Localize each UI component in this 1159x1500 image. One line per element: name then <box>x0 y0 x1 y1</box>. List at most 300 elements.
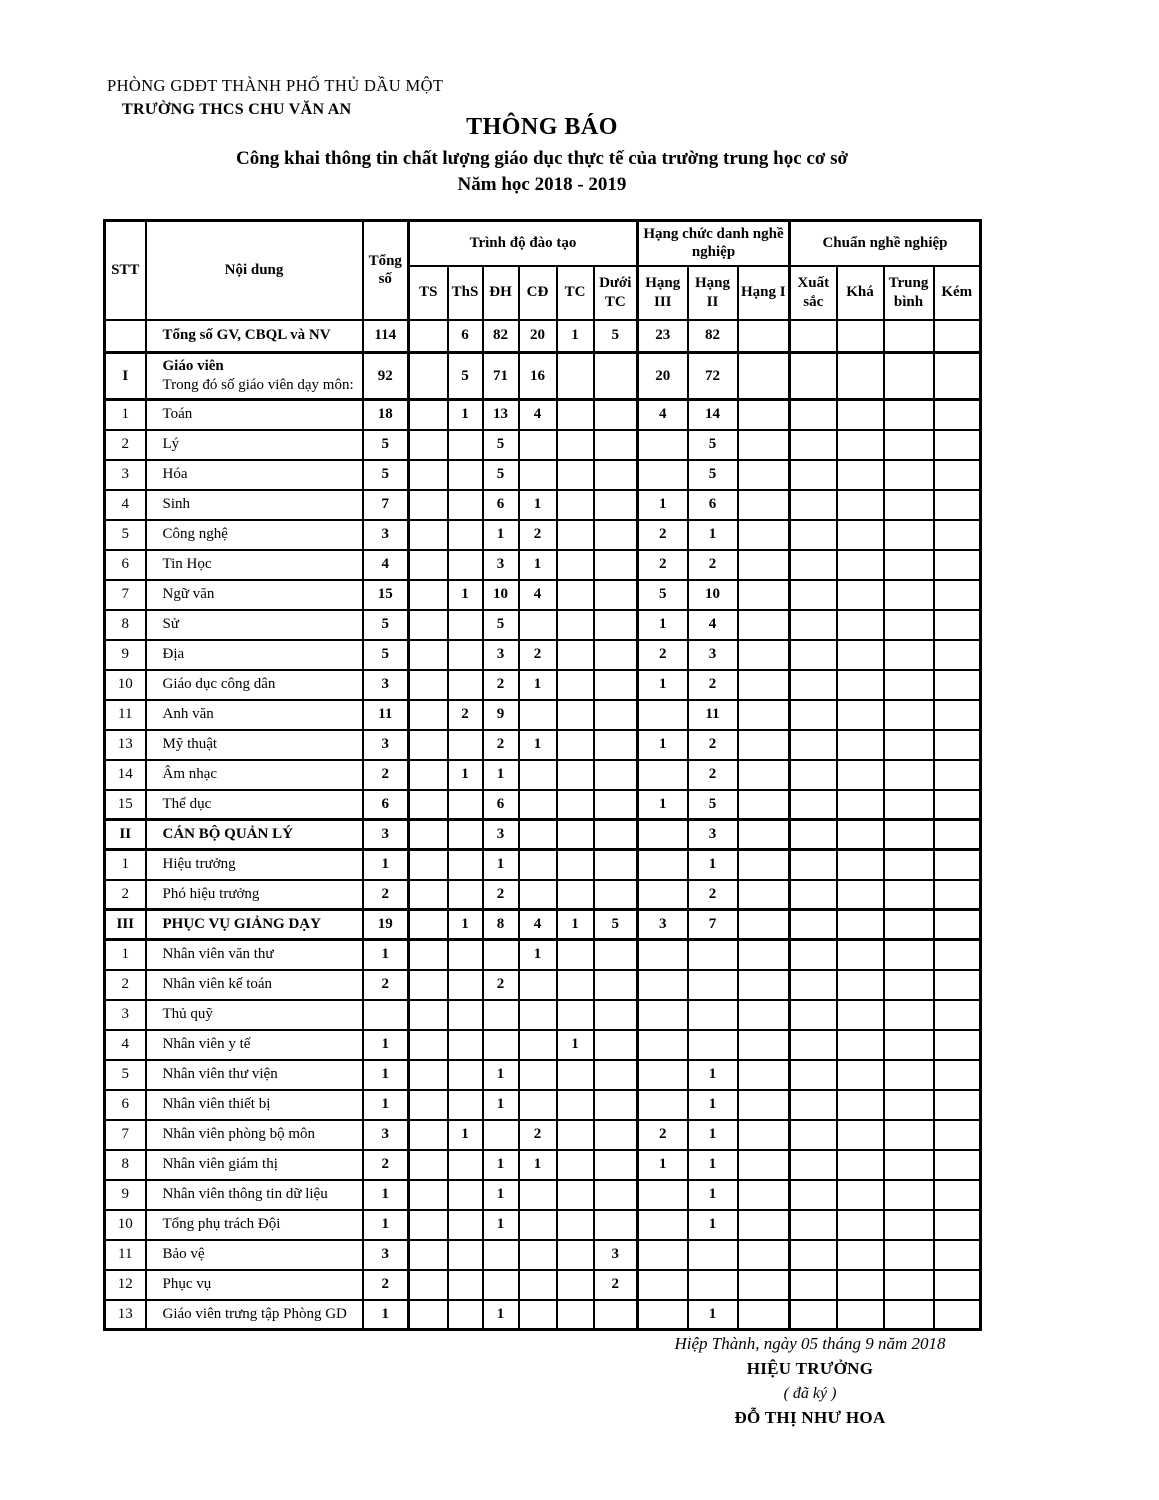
cell-hang-i <box>738 850 790 880</box>
cell-tc <box>557 880 594 910</box>
row-label: Nhân viên giám thị <box>162 1156 278 1173</box>
cell-kha <box>837 700 884 730</box>
cell-kha <box>837 850 884 880</box>
cell-stt: 7 <box>105 1120 146 1150</box>
cell-ths <box>448 1240 483 1270</box>
cell-ths: 1 <box>448 910 483 940</box>
table-row <box>105 1270 981 1300</box>
table-row <box>105 880 981 910</box>
cell-kha <box>837 970 884 1000</box>
cell-kha <box>837 1150 884 1180</box>
cell-ts <box>409 460 448 490</box>
cell-duoi-tc <box>594 850 638 880</box>
cell-hang-ii <box>688 940 738 970</box>
cell-ts <box>409 353 448 400</box>
cell-duoi-tc <box>594 670 638 700</box>
cell-cd <box>519 1180 557 1210</box>
cell-trung-binh <box>884 1150 934 1180</box>
cell-tong-so: 3 <box>363 730 409 760</box>
cell-hang-iii: 1 <box>638 670 688 700</box>
cell-hang-iii <box>638 820 688 850</box>
cell-dh <box>483 1000 519 1030</box>
cell-hang-iii: 20 <box>638 353 688 400</box>
cell-kem <box>934 1030 981 1060</box>
table-row <box>105 520 981 550</box>
cell-noi-dung <box>146 1030 363 1060</box>
cell-hang-iii: 5 <box>638 580 688 610</box>
cell-tc <box>557 940 594 970</box>
cell-duoi-tc <box>594 353 638 400</box>
cell-hang-iii <box>638 940 688 970</box>
table-row <box>105 580 981 610</box>
cell-trung-binh <box>884 820 934 850</box>
cell-dh: 6 <box>483 490 519 520</box>
cell-ts <box>409 820 448 850</box>
cell-ts <box>409 1270 448 1300</box>
cell-dh <box>483 1030 519 1060</box>
cell-tc <box>557 550 594 580</box>
row-label: Địa <box>162 646 185 663</box>
cell-stt: 12 <box>105 1270 146 1300</box>
cell-xuat-sac <box>790 320 837 353</box>
cell-noi-dung <box>146 760 363 790</box>
cell-kem <box>934 910 981 940</box>
cell-tc <box>557 1270 594 1300</box>
cell-duoi-tc <box>594 790 638 820</box>
cell-hang-ii: 1 <box>688 1180 738 1210</box>
cell-hang-iii <box>638 1030 688 1060</box>
cell-cd <box>519 1210 557 1240</box>
cell-cd: 2 <box>519 640 557 670</box>
row-label: Âm nhạc <box>162 766 218 783</box>
col-header-hang-ii: Hạng II <box>688 266 738 320</box>
cell-noi-dung <box>146 520 363 550</box>
cell-trung-binh <box>884 400 934 430</box>
cell-tong-so: 5 <box>363 640 409 670</box>
cell-hang-ii <box>688 1240 738 1270</box>
cell-xuat-sac <box>790 670 837 700</box>
quality-table <box>103 219 982 1331</box>
cell-cd: 20 <box>519 320 557 353</box>
cell-hang-ii: 6 <box>688 490 738 520</box>
cell-trung-binh <box>884 1210 934 1240</box>
cell-stt: 2 <box>105 880 146 910</box>
cell-xuat-sac <box>790 1120 837 1150</box>
cell-kha <box>837 730 884 760</box>
cell-ths: 1 <box>448 580 483 610</box>
cell-stt: 3 <box>105 1000 146 1030</box>
cell-noi-dung <box>146 940 363 970</box>
cell-trung-binh <box>884 1270 934 1300</box>
signature-role: HIỆU TRƯỞNG <box>746 1359 874 1378</box>
table-row <box>105 1300 981 1330</box>
cell-tong-so: 2 <box>363 1150 409 1180</box>
cell-ts <box>409 1300 448 1330</box>
cell-kem <box>934 320 981 353</box>
cell-hang-iii <box>638 970 688 1000</box>
cell-tc <box>557 353 594 400</box>
cell-tc: 1 <box>557 320 594 353</box>
cell-hang-ii: 1 <box>688 1060 738 1090</box>
signature-place-date: Hiệp Thành, ngày 05 tháng 9 năm 2018 <box>674 1334 946 1353</box>
cell-tc <box>557 790 594 820</box>
cell-kha <box>837 1210 884 1240</box>
cell-duoi-tc <box>594 610 638 640</box>
cell-kem <box>934 820 981 850</box>
cell-hang-i <box>738 1030 790 1060</box>
cell-dh: 1 <box>483 1180 519 1210</box>
cell-noi-dung <box>146 460 363 490</box>
cell-hang-i <box>738 1210 790 1240</box>
table-row <box>105 940 981 970</box>
cell-kem <box>934 520 981 550</box>
cell-kem <box>934 1060 981 1090</box>
cell-dh: 2 <box>483 880 519 910</box>
cell-kem <box>934 610 981 640</box>
cell-cd: 2 <box>519 1120 557 1150</box>
cell-hang-i <box>738 910 790 940</box>
row-label: Nhân viên thông tin dữ liệu <box>162 1186 328 1203</box>
cell-ts <box>409 760 448 790</box>
page-subtitle: Công khai thông tin chất lượng giáo dục thực tế của trường trung học cơ sở <box>235 148 849 169</box>
cell-trung-binh <box>884 320 934 353</box>
cell-noi-dung <box>146 1000 363 1030</box>
cell-cd <box>519 460 557 490</box>
cell-cd <box>519 610 557 640</box>
cell-hang-i <box>738 1150 790 1180</box>
cell-duoi-tc <box>594 1210 638 1240</box>
cell-kha <box>837 880 884 910</box>
cell-ts <box>409 490 448 520</box>
table-row <box>105 970 981 1000</box>
cell-tc <box>557 1090 594 1120</box>
cell-dh: 1 <box>483 1150 519 1180</box>
cell-ts <box>409 520 448 550</box>
cell-kha <box>837 760 884 790</box>
cell-cd: 4 <box>519 400 557 430</box>
cell-duoi-tc <box>594 880 638 910</box>
cell-ts <box>409 700 448 730</box>
cell-trung-binh <box>884 850 934 880</box>
cell-dh: 6 <box>483 790 519 820</box>
cell-hang-iii <box>638 1210 688 1240</box>
cell-stt: 1 <box>105 940 146 970</box>
cell-tong-so: 15 <box>363 580 409 610</box>
cell-hang-i <box>738 353 790 400</box>
table-row <box>105 760 981 790</box>
cell-stt: 8 <box>105 1150 146 1180</box>
cell-hang-iii <box>638 700 688 730</box>
cell-hang-i <box>738 1000 790 1030</box>
row-label: Ngữ văn <box>162 586 215 603</box>
cell-noi-dung <box>146 320 363 353</box>
cell-dh: 9 <box>483 700 519 730</box>
cell-kem <box>934 1120 981 1150</box>
cell-trung-binh <box>884 790 934 820</box>
cell-ths <box>448 1150 483 1180</box>
cell-xuat-sac <box>790 820 837 850</box>
cell-ths <box>448 520 483 550</box>
cell-cd: 4 <box>519 580 557 610</box>
cell-xuat-sac <box>790 430 837 460</box>
cell-hang-ii: 2 <box>688 760 738 790</box>
cell-kem <box>934 1000 981 1030</box>
cell-tong-so: 3 <box>363 1240 409 1270</box>
cell-hang-i <box>738 730 790 760</box>
cell-noi-dung <box>146 1090 363 1120</box>
cell-kha <box>837 820 884 850</box>
cell-noi-dung <box>146 1210 363 1240</box>
cell-noi-dung <box>146 1240 363 1270</box>
cell-ts <box>409 850 448 880</box>
cell-hang-iii <box>638 1000 688 1030</box>
cell-ts <box>409 320 448 353</box>
cell-hang-iii <box>638 1240 688 1270</box>
cell-trung-binh <box>884 670 934 700</box>
cell-kem <box>934 1180 981 1210</box>
cell-hang-iii <box>638 1180 688 1210</box>
cell-hang-ii: 1 <box>688 520 738 550</box>
cell-xuat-sac <box>790 760 837 790</box>
row-label: Lý <box>162 436 180 453</box>
cell-kha <box>837 1270 884 1300</box>
cell-tc <box>557 400 594 430</box>
cell-trung-binh <box>884 640 934 670</box>
cell-kem <box>934 1210 981 1240</box>
table-row <box>105 610 981 640</box>
cell-hang-ii: 1 <box>688 1210 738 1240</box>
school-name: TRƯỜNG THCS CHU VĂN AN <box>122 101 352 118</box>
col-header-kem: Kém <box>934 266 981 320</box>
cell-xuat-sac <box>790 640 837 670</box>
cell-kem <box>934 400 981 430</box>
cell-stt: II <box>105 820 146 850</box>
cell-hang-ii: 4 <box>688 610 738 640</box>
table-row <box>105 320 981 353</box>
cell-trung-binh <box>884 430 934 460</box>
cell-hang-iii <box>638 880 688 910</box>
cell-ts <box>409 940 448 970</box>
cell-hang-ii: 7 <box>688 910 738 940</box>
cell-ts <box>409 1030 448 1060</box>
cell-hang-i <box>738 1180 790 1210</box>
cell-ths: 2 <box>448 700 483 730</box>
cell-tc <box>557 700 594 730</box>
col-header-duoi-tc: Dưới TC <box>594 266 638 320</box>
cell-stt: 10 <box>105 1210 146 1240</box>
signature-signed-note: ( đã ký ) <box>783 1385 837 1402</box>
cell-duoi-tc <box>594 430 638 460</box>
cell-tong-so: 92 <box>363 353 409 400</box>
cell-kem <box>934 700 981 730</box>
col-header-trung-binh: Trung bình <box>884 266 934 320</box>
cell-hang-ii: 5 <box>688 460 738 490</box>
cell-cd <box>519 1270 557 1300</box>
table-row <box>105 790 981 820</box>
cell-dh <box>483 1240 519 1270</box>
table-row <box>105 1000 981 1030</box>
cell-hang-i <box>738 1060 790 1090</box>
cell-ths <box>448 880 483 910</box>
cell-duoi-tc <box>594 940 638 970</box>
cell-tong-so: 3 <box>363 670 409 700</box>
cell-trung-binh <box>884 700 934 730</box>
cell-dh: 1 <box>483 1300 519 1330</box>
col-group-chuan-nghe-nghiep: Chuẩn nghề nghiệp <box>790 221 981 266</box>
cell-tong-so <box>363 1000 409 1030</box>
cell-kha <box>837 1120 884 1150</box>
cell-kem <box>934 1300 981 1330</box>
cell-ts <box>409 880 448 910</box>
cell-ths <box>448 940 483 970</box>
cell-tc <box>557 430 594 460</box>
cell-trung-binh <box>884 760 934 790</box>
cell-hang-ii: 3 <box>688 820 738 850</box>
cell-kem <box>934 580 981 610</box>
cell-cd: 4 <box>519 910 557 940</box>
cell-dh: 2 <box>483 670 519 700</box>
cell-stt: 3 <box>105 460 146 490</box>
cell-duoi-tc <box>594 760 638 790</box>
cell-trung-binh <box>884 460 934 490</box>
row-label: Phục vụ <box>162 1276 212 1293</box>
cell-xuat-sac <box>790 1180 837 1210</box>
cell-hang-iii: 1 <box>638 730 688 760</box>
cell-tc <box>557 1210 594 1240</box>
cell-stt: 6 <box>105 550 146 580</box>
cell-tong-so: 4 <box>363 550 409 580</box>
cell-ts <box>409 970 448 1000</box>
cell-hang-ii: 82 <box>688 320 738 353</box>
cell-xuat-sac <box>790 580 837 610</box>
cell-stt: 1 <box>105 400 146 430</box>
cell-kem <box>934 1090 981 1120</box>
row-label: Anh văn <box>162 706 214 723</box>
cell-dh: 71 <box>483 353 519 400</box>
cell-kha <box>837 1240 884 1270</box>
table-row <box>105 640 981 670</box>
cell-cd <box>519 1240 557 1270</box>
cell-noi-dung <box>146 1060 363 1090</box>
row-label: Phó hiệu trưởng <box>162 885 260 902</box>
cell-kem <box>934 490 981 520</box>
cell-duoi-tc: 2 <box>594 1270 638 1300</box>
row-label: Giáo dục công dân <box>162 676 276 693</box>
cell-trung-binh <box>884 580 934 610</box>
cell-hang-iii: 2 <box>638 1120 688 1150</box>
cell-trung-binh <box>884 910 934 940</box>
cell-kem <box>934 640 981 670</box>
cell-tc: 1 <box>557 1030 594 1060</box>
cell-kem <box>934 550 981 580</box>
cell-trung-binh <box>884 1120 934 1150</box>
table-row <box>105 550 981 580</box>
row-label: Thể dục <box>162 795 212 812</box>
cell-tong-so: 2 <box>363 1270 409 1300</box>
table-row <box>105 670 981 700</box>
row-label: Mỹ thuật <box>162 736 218 753</box>
cell-hang-i <box>738 520 790 550</box>
cell-tc <box>557 610 594 640</box>
cell-xuat-sac <box>790 1060 837 1090</box>
cell-hang-i <box>738 400 790 430</box>
cell-noi-dung <box>146 700 363 730</box>
cell-stt: 2 <box>105 970 146 1000</box>
cell-ths <box>448 1030 483 1060</box>
col-header-cd: CĐ <box>519 266 557 320</box>
cell-ts <box>409 1150 448 1180</box>
cell-duoi-tc <box>594 1060 638 1090</box>
col-group-hang-chuc-danh: Hạng chức danh nghề nghiệp <box>638 221 790 266</box>
cell-xuat-sac <box>790 1270 837 1300</box>
signature-name: ĐỖ THỊ NHƯ HOA <box>734 1408 886 1427</box>
cell-hang-iii <box>638 1060 688 1090</box>
cell-ts <box>409 670 448 700</box>
cell-cd <box>519 430 557 460</box>
cell-ths <box>448 670 483 700</box>
cell-hang-ii <box>688 1270 738 1300</box>
cell-noi-dung <box>146 790 363 820</box>
row-sublabel: Trong đó số giáo viên dạy môn: <box>162 377 354 393</box>
cell-kem <box>934 430 981 460</box>
row-label: Tin Học <box>162 556 212 573</box>
cell-noi-dung <box>146 1180 363 1210</box>
row-label: Giáo viên <box>162 358 224 375</box>
cell-xuat-sac <box>790 730 837 760</box>
cell-ths <box>448 850 483 880</box>
cell-trung-binh <box>884 940 934 970</box>
cell-dh: 1 <box>483 520 519 550</box>
cell-ts <box>409 1120 448 1150</box>
cell-stt: 9 <box>105 640 146 670</box>
row-label: Nhân viên thư viện <box>162 1066 278 1083</box>
cell-kha <box>837 320 884 353</box>
cell-tong-so: 2 <box>363 880 409 910</box>
cell-cd <box>519 700 557 730</box>
cell-tong-so: 3 <box>363 520 409 550</box>
cell-duoi-tc <box>594 1150 638 1180</box>
cell-stt: 10 <box>105 670 146 700</box>
cell-hang-i <box>738 430 790 460</box>
cell-dh: 5 <box>483 610 519 640</box>
title-block <box>103 114 981 196</box>
cell-stt: 11 <box>105 1240 146 1270</box>
cell-trung-binh <box>884 1060 934 1090</box>
cell-noi-dung <box>146 850 363 880</box>
cell-stt: 7 <box>105 580 146 610</box>
cell-ths <box>448 730 483 760</box>
cell-ths <box>448 1180 483 1210</box>
cell-tc <box>557 1060 594 1090</box>
cell-trung-binh <box>884 610 934 640</box>
cell-kem <box>934 880 981 910</box>
cell-hang-ii: 14 <box>688 400 738 430</box>
cell-noi-dung <box>146 910 363 940</box>
cell-xuat-sac <box>790 610 837 640</box>
cell-hang-i <box>738 490 790 520</box>
cell-duoi-tc: 5 <box>594 910 638 940</box>
cell-ths <box>448 820 483 850</box>
row-label: Giáo viên trưng tập Phòng GD <box>162 1305 347 1322</box>
cell-dh: 5 <box>483 430 519 460</box>
cell-duoi-tc <box>594 1030 638 1060</box>
cell-cd: 1 <box>519 670 557 700</box>
cell-noi-dung <box>146 820 363 850</box>
cell-ts <box>409 550 448 580</box>
cell-noi-dung <box>146 1120 363 1150</box>
cell-ts <box>409 610 448 640</box>
cell-duoi-tc <box>594 400 638 430</box>
